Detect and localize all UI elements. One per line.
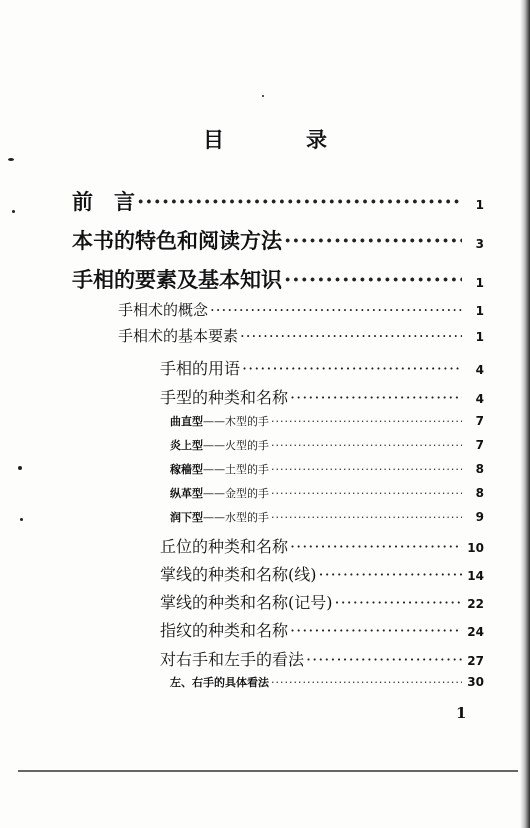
toc-entry-page: 7 <box>475 414 484 428</box>
toc-leader-dots <box>271 676 462 689</box>
toc-entry-label: 手相术的基本要素 <box>118 327 239 345</box>
toc-leader-dots <box>319 565 463 584</box>
toc-entry-label-bold: 润下型 <box>170 511 203 524</box>
toc-entry-page: 4 <box>475 392 484 406</box>
toc-entry-label: 本书的特色和阅读方法 <box>72 228 282 253</box>
toc-entry-label <box>170 413 269 429</box>
toc-entry-page: 24 <box>467 625 484 639</box>
toc-entry <box>160 356 484 379</box>
toc-title-right: 录 <box>306 127 327 152</box>
toc-entry-label-rest: ——水型的手 <box>203 511 269 524</box>
toc-entry-page: 1 <box>475 330 484 344</box>
toc-entry <box>160 618 484 641</box>
toc-entry-page: 3 <box>475 237 484 251</box>
toc-entry <box>160 534 484 557</box>
toc-entry-page: 10 <box>467 541 484 555</box>
toc-entry <box>160 590 484 613</box>
toc-entry-label-rest: ——土型的手 <box>203 463 269 476</box>
toc-leader-dots <box>306 650 462 669</box>
toc-entry-label-bold: 左、右手的具体看法 <box>170 676 269 689</box>
toc-leader-dots <box>210 301 462 319</box>
toc-leader-dots <box>271 463 462 476</box>
toc-entry <box>118 299 484 320</box>
toc-entry <box>118 325 484 346</box>
toc-entry-label <box>170 461 269 477</box>
toc-entry-label: 手相的要素及基本知识 <box>72 267 282 292</box>
toc-entry <box>72 225 484 255</box>
toc-entry-label: 丘位的种类和名称 <box>160 537 289 556</box>
toc-leader-dots <box>284 267 462 292</box>
bottom-rule <box>18 770 518 772</box>
toc-leader-dots <box>290 388 462 407</box>
toc-entry-label-bold: 曲直型 <box>170 415 203 428</box>
toc-entry <box>170 413 484 429</box>
toc-leader-dots <box>242 359 462 378</box>
toc-entry <box>170 674 484 690</box>
toc-leader-dots <box>240 327 462 345</box>
toc-leader-dots <box>335 593 463 612</box>
toc-entry-label-bold: 炎上型 <box>170 439 203 452</box>
toc-entry-label: 指纹的种类和名称 <box>160 621 289 640</box>
toc-entry-page: 8 <box>475 462 484 476</box>
toc-entry <box>72 264 484 294</box>
toc-entry-label: 手相的用语 <box>160 359 241 378</box>
toc-entry-page: 1 <box>475 198 484 212</box>
toc-entry-page: 27 <box>467 654 484 668</box>
toc-entry-label <box>170 485 269 501</box>
toc-leader-dots <box>137 189 462 214</box>
toc-entry-page: 30 <box>467 675 484 689</box>
toc-entry <box>170 461 484 477</box>
toc-entry <box>170 509 484 525</box>
toc-entry-label <box>170 674 269 690</box>
toc-entry-label-bold: 纵革型 <box>170 487 203 500</box>
toc-entry-label: 前 言 <box>72 189 135 214</box>
toc-entry <box>170 437 484 453</box>
toc-leader-dots <box>271 415 462 428</box>
toc-leader-dots <box>271 439 462 452</box>
toc-entry <box>72 186 484 216</box>
toc-entry <box>170 485 484 501</box>
toc-entry-label-bold: 稼穑型 <box>170 463 203 476</box>
toc-entry-page: 1 <box>475 304 484 318</box>
toc-entry-page: 8 <box>475 486 484 500</box>
toc-entry-label <box>170 437 269 453</box>
toc-entry-label-rest: ——木型的手 <box>203 415 269 428</box>
toc-entry <box>160 647 484 670</box>
toc-entry <box>160 385 484 408</box>
toc-entry-label: 手型的种类和名称 <box>160 388 289 407</box>
toc-entry-label: 手相术的概念 <box>118 301 209 319</box>
toc-entry-page: 9 <box>475 510 484 524</box>
toc-entry-label: 掌线的种类和名称(线) <box>160 565 317 584</box>
toc-entry-label-rest: ——火型的手 <box>203 439 269 452</box>
toc-leader-dots <box>290 537 462 556</box>
toc-entry-label: 对右手和左手的看法 <box>160 650 305 669</box>
toc-entry <box>160 562 484 585</box>
toc-entry-page: 14 <box>467 569 484 583</box>
toc-leader-dots <box>271 487 462 500</box>
toc-entry-label-rest: ——金型的手 <box>203 487 269 500</box>
toc-entry-page: 4 <box>475 363 484 377</box>
page-number: 1 <box>456 704 467 722</box>
toc-leader-dots <box>271 511 462 524</box>
toc-entry-label: 掌线的种类和名称(记号) <box>160 593 333 612</box>
toc-entry-page: 22 <box>467 597 484 611</box>
toc-entry-page: 1 <box>475 276 484 290</box>
toc-entry-label <box>170 509 269 525</box>
toc-leader-dots <box>290 621 462 640</box>
toc-leader-dots <box>284 228 462 253</box>
toc-title-left: 目 <box>203 127 224 152</box>
toc-entry-page: 7 <box>475 438 484 452</box>
